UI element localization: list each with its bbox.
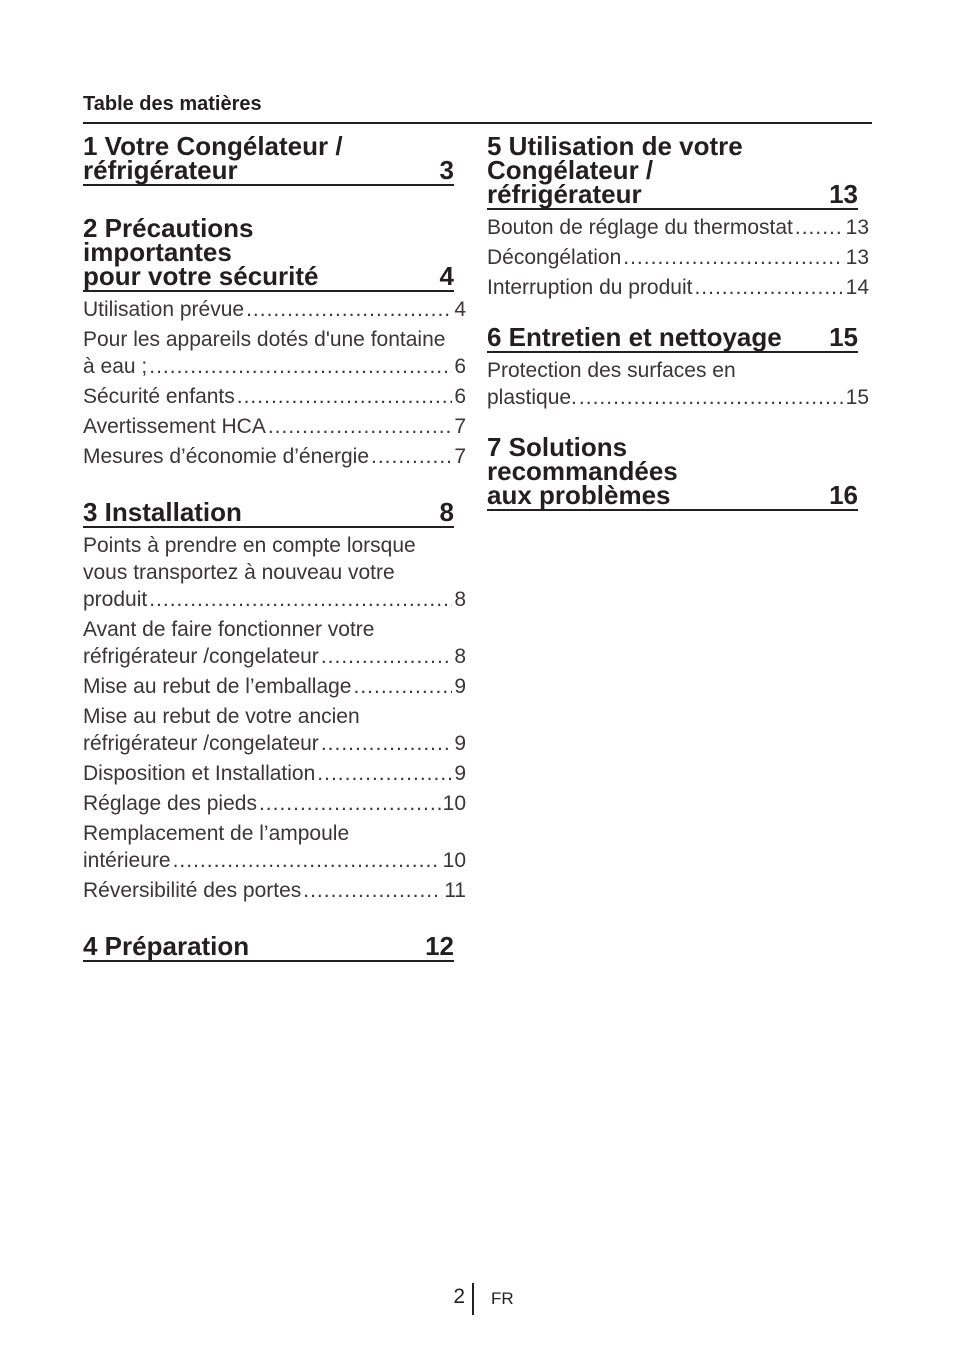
dot-leader: [149, 353, 452, 380]
entry-text: produit: [83, 588, 148, 611]
entry-last-line: [83, 877, 466, 904]
entry-text: Bouton de réglage du thermostat: [487, 216, 793, 239]
entry-page-number: 9: [454, 762, 466, 785]
section-page-number: 3: [439, 155, 454, 185]
entry-text-line: Avant de faire fonctionner votre: [83, 618, 375, 641]
entry-page-number: 7: [454, 445, 466, 468]
dot-leader: [259, 790, 441, 817]
entry-page-number: 9: [454, 732, 466, 755]
entry-text: Sécurité enfants: [83, 385, 235, 408]
entry-page-number: 6: [454, 385, 466, 408]
toc-section: [487, 321, 869, 411]
dot-leader: [246, 296, 452, 323]
toc-column-left: [83, 130, 466, 988]
toc-section: [83, 212, 466, 470]
entry-page-number: 14: [845, 276, 869, 299]
entry-list: [83, 532, 466, 904]
entry-last-line: [83, 413, 466, 440]
entry-page-number: 7: [454, 415, 466, 438]
section-page-number: 15: [829, 322, 858, 352]
entry-last-line: [83, 847, 466, 874]
dot-leader: [321, 643, 453, 670]
entry-page-number: 8: [454, 645, 466, 668]
dot-leader: [623, 244, 843, 271]
entry-text-line: Pour les appareils dotés d'une fontaine: [83, 328, 446, 351]
section-page-number: 12: [425, 931, 454, 961]
section-title: 7 Solutions recommandées aux problèmes: [487, 432, 678, 510]
entry-list: [487, 357, 869, 411]
entry-page-number: 15: [845, 386, 869, 409]
section-title: 4 Préparation: [83, 931, 250, 961]
section-page-number: 4: [439, 261, 454, 291]
entry-last-line: [83, 790, 466, 817]
toc-entry[interactable]: [83, 703, 466, 757]
section-title: 6 Entretien et nettoyage: [487, 322, 782, 352]
entry-page-number: 8: [454, 588, 466, 611]
entry-page-number: 13: [845, 246, 869, 269]
dot-leader: [303, 877, 442, 904]
toc-entry[interactable]: [83, 673, 466, 700]
toc-entry[interactable]: [487, 244, 869, 271]
toc-entry[interactable]: [487, 214, 869, 241]
entry-text: Disposition et Installation: [83, 762, 316, 785]
entry-text: Décongélation: [487, 246, 622, 269]
entry-page-number: 4: [454, 298, 466, 321]
dot-leader: [694, 274, 843, 301]
entry-last-line: [83, 643, 466, 670]
entry-last-line: [83, 296, 466, 323]
entry-last-line: [83, 760, 466, 787]
entry-last-line: [83, 443, 466, 470]
entry-text: réfrigérateur /congelateur: [83, 645, 319, 668]
toc-section: [487, 130, 869, 301]
toc-entry[interactable]: [487, 357, 869, 411]
entry-text-line: Remplacement de l’ampoule: [83, 822, 350, 845]
toc-entry[interactable]: [83, 443, 466, 470]
entry-text: Réversibilité des portes: [83, 879, 302, 902]
toc-entry[interactable]: [487, 274, 869, 301]
entry-text: Mise au rebut de l’emballage: [83, 675, 352, 698]
section-title: 5 Utilisation de votre Congélateur / réfrigérateur: [487, 131, 743, 209]
language-code: FR: [491, 1289, 514, 1308]
entry-page-number: 6: [454, 355, 466, 378]
entry-text: à eau ;: [83, 355, 148, 378]
entry-text: réfrigérateur /congelateur: [83, 732, 319, 755]
entry-list: [83, 296, 466, 470]
section-title: 1 Votre Congélateur / réfrigérateur: [83, 131, 343, 185]
dot-leader: [321, 730, 453, 757]
dot-leader: [795, 214, 844, 241]
toc-entry[interactable]: [83, 413, 466, 440]
entry-last-line: [487, 384, 869, 411]
page-number: 2: [453, 1285, 465, 1308]
toc-entry[interactable]: [83, 877, 466, 904]
dot-leader: [237, 383, 453, 410]
toc-entry[interactable]: [83, 820, 466, 874]
toc-entry[interactable]: [83, 326, 466, 380]
entry-text: Utilisation prévue: [83, 298, 245, 321]
entry-last-line: [487, 214, 869, 241]
toc-entry[interactable]: [83, 790, 466, 817]
section-page-number: 13: [829, 179, 858, 209]
entry-text: plastique.: [487, 386, 577, 409]
section-page-number: 16: [829, 480, 858, 510]
toc-entry[interactable]: [83, 532, 466, 613]
footer-divider: [472, 1283, 474, 1315]
entry-list: [487, 214, 869, 301]
entry-last-line: [487, 244, 869, 271]
entry-last-line: [83, 383, 466, 410]
entry-last-line: [487, 274, 869, 301]
entry-last-line: [83, 353, 466, 380]
toc-entry[interactable]: [83, 383, 466, 410]
dot-leader: [149, 586, 452, 613]
title-rule: [83, 122, 872, 124]
entry-page-number: 10: [442, 792, 466, 815]
section-page-number: 8: [439, 497, 454, 527]
section-heading[interactable]: [83, 212, 454, 292]
toc-column-right: [487, 130, 869, 531]
section-title: 3 Installation: [83, 497, 242, 527]
entry-page-number: 13: [845, 216, 869, 239]
entry-page-number: 11: [444, 879, 466, 902]
entry-text: Réglage des pieds: [83, 792, 257, 815]
dot-leader: [354, 673, 453, 700]
section-heading[interactable]: [83, 130, 454, 186]
entry-text: Mesures d’économie d’énergie: [83, 445, 369, 468]
toc-section: [83, 496, 466, 904]
dot-leader: [173, 847, 441, 874]
entry-last-line: [83, 586, 466, 613]
dot-leader: [371, 443, 452, 470]
toc-section: [487, 431, 869, 511]
dot-leader: [268, 413, 452, 440]
entry-text: Interruption du produit: [487, 276, 693, 299]
entry-last-line: [83, 730, 466, 757]
section-heading[interactable]: [487, 130, 858, 210]
entry-text: Avertissement HCA: [83, 415, 266, 438]
toc-section: [83, 930, 466, 962]
entry-page-number: 9: [454, 675, 466, 698]
entry-text-line: Mise au rebut de votre ancien: [83, 705, 360, 728]
section-title: 2 Précautions importantes pour votre sécurité: [83, 213, 319, 291]
toc-entry[interactable]: [83, 760, 466, 787]
section-heading[interactable]: [487, 431, 858, 511]
toc-section: [83, 130, 466, 186]
entry-last-line: [83, 673, 466, 700]
dot-leader: [317, 760, 452, 787]
toc-entry[interactable]: [83, 296, 466, 323]
entry-text-line: Points à prendre en compte lorsque: [83, 534, 416, 557]
dot-leader: [579, 384, 844, 411]
page-title: Table des matières: [83, 93, 262, 115]
entry-page-number: 10: [442, 849, 466, 872]
section-heading[interactable]: [83, 496, 454, 528]
entry-text-line: vous transportez à nouveau votre: [83, 561, 395, 584]
section-heading[interactable]: [487, 321, 858, 353]
entry-text-line: Protection des surfaces en: [487, 359, 736, 382]
toc-entry[interactable]: [83, 616, 466, 670]
section-heading[interactable]: [83, 930, 454, 962]
entry-text: intérieure: [83, 849, 171, 872]
